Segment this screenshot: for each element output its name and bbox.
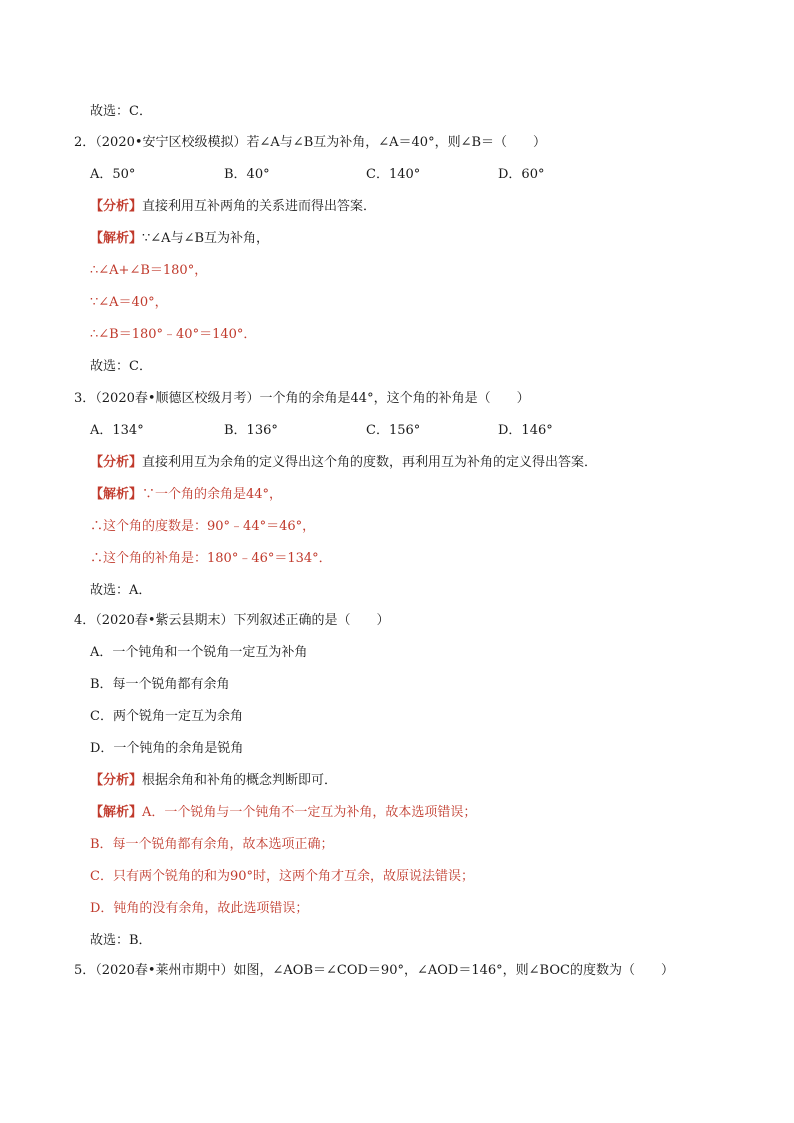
analysis-tag: 【分析】 <box>90 773 143 788</box>
solution-tag: 【解析】 <box>90 487 143 502</box>
q4-option-a: A．一个钝角和一个锐角一定互为补角 <box>90 645 308 660</box>
q4-option-d: D．一个钝角的余角是锐角 <box>90 741 244 756</box>
solution-text: ∵∠A与∠B互为补角， <box>142 231 270 246</box>
q2-solution <box>90 230 269 248</box>
q3-option-b: B．136° <box>224 423 278 438</box>
q2-step-1: ∴∠A+∠B＝180°， <box>90 263 208 278</box>
q4-analysis <box>90 772 337 790</box>
q2-step-2: ∵∠A＝40°， <box>90 295 168 310</box>
solution-text: ∵一个角的余角是44°， <box>142 487 283 502</box>
q3-solution <box>90 486 282 504</box>
solution-tag: 【解析】 <box>90 805 143 820</box>
solution-text: A．一个锐角与一个钝角不一定互为补角，故本选项错误； <box>142 805 477 820</box>
q3-step-2: ∴这个角的补角是：180°﹣46°＝134°． <box>90 551 332 566</box>
q2-stem: 2．（2020•安宁区校级模拟）若∠A与∠B互为补角，∠A＝40°，则∠B＝（ ） <box>74 135 547 150</box>
q2-option-a: A．50° <box>90 167 136 182</box>
q3-option-d: D．146° <box>498 423 553 438</box>
q4-stem: 4．（2020春•紫云县期末）下列叙述正确的是（ ） <box>74 613 390 628</box>
q4-option-c: C．两个锐角一定互为余角 <box>90 709 243 724</box>
q4-step-1: B．每一个锐角都有余角，故本选项正确； <box>90 837 334 852</box>
q2-step-3: ∴∠B＝180°﹣40°＝140°． <box>90 327 257 342</box>
q3-analysis <box>90 454 597 472</box>
q3-answer: 故选：A． <box>90 583 152 598</box>
analysis-tag: 【分析】 <box>90 199 143 214</box>
q1-answer: 故选：C． <box>90 104 152 119</box>
analysis-tag: 【分析】 <box>90 455 143 470</box>
q3-stem: 3．（2020春•顺德区校级月考）一个角的余角是44°，这个角的补角是（ ） <box>74 391 530 406</box>
q4-step-2: C．只有两个锐角的和为90°时，这两个角才互余，故原说法错误； <box>90 869 474 884</box>
analysis-text: 直接利用互补两角的关系进而得出答案． <box>142 199 377 214</box>
q2-analysis <box>90 198 376 216</box>
q4-option-b: B．每一个锐角都有余角 <box>90 677 230 692</box>
q2-option-b: B．40° <box>224 167 270 182</box>
q3-option-c: C．156° <box>366 423 421 438</box>
q2-option-d: D．60° <box>498 167 545 182</box>
q3-step-1: ∴这个角的度数是：90°﹣44°＝46°， <box>90 519 316 534</box>
q3-option-a: A．134° <box>90 423 144 438</box>
analysis-text: 根据余角和补角的概念判断即可． <box>142 773 338 788</box>
q4-answer: 故选：B． <box>90 933 152 948</box>
q4-step-3: D．钝角的没有余角，故此选项错误； <box>90 901 309 916</box>
q4-solution <box>90 804 476 822</box>
q5-stem: 5．（2020春•莱州市期中）如图，∠AOB＝∠COD＝90°，∠AOD＝146°，则∠BOC的度数为（ ） <box>74 963 674 978</box>
analysis-text: 直接利用互为余角的定义得出这个角的度数，再利用互为补角的定义得出答案． <box>142 455 598 470</box>
q2-answer: 故选：C． <box>90 359 152 374</box>
q2-option-c: C．140° <box>366 167 421 182</box>
solution-tag: 【解析】 <box>90 231 143 246</box>
